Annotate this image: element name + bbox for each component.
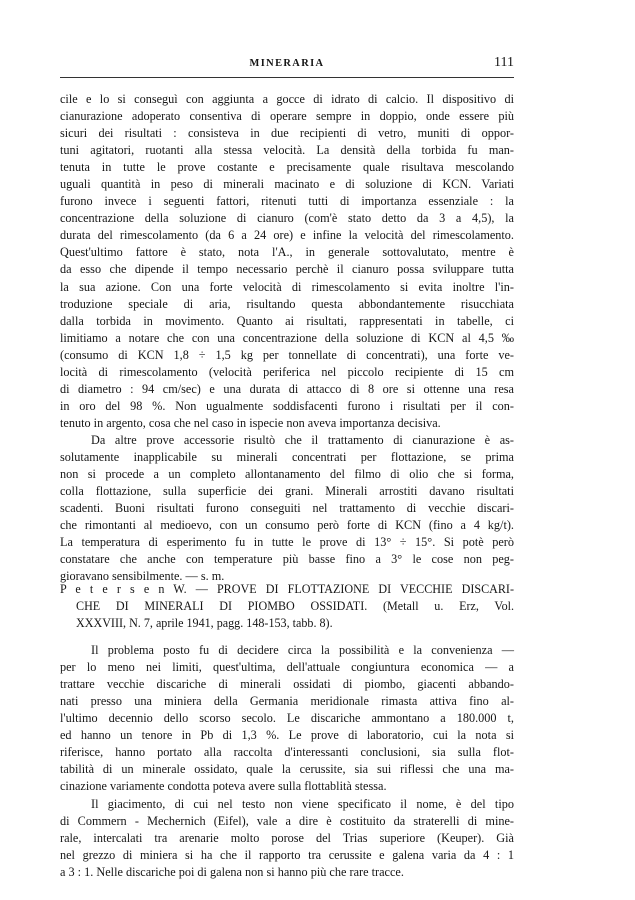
paragraph-deposit [60, 796, 514, 881]
paragraph-cyanidation-method [60, 91, 514, 432]
text-line: durata del rimescolamento (da 6 a 24 ore) e infine la velocità del rimescolamento. [60, 228, 514, 243]
text-line: solutamente inapplicabile su minerali concentrati per flottazione, se prima [60, 450, 514, 465]
text-line: di Commern - Mechernich (Eifel), vale a dire è costituito da straterelli di mine- [60, 814, 514, 829]
text-line: cianurazione adoperato consentiva di operare sempre in doppio, onde essere più [60, 109, 514, 124]
text-line: nati presso una miniera della Germania meridionale rimasta attiva fino al- [60, 694, 514, 709]
header-rule [60, 77, 514, 78]
text-line: uguali quantità in peso di minerali macinato e di soluzione di KCN. Variati [60, 177, 514, 192]
heading-line: XXXVIII, N. 7, aprile 1941, pagg. 148-153, tabb. 8). [76, 616, 333, 631]
text-line: nel grezzo di miniera si ha che il rapporto tra cerussite e galena varia da 4 : 1 [60, 848, 514, 863]
text-line: a 3 : 1. Nelle discariche poi di galena non si hanno più che rare tracce. [60, 865, 404, 880]
text-line: da esso che dipende il tempo necessario perchè il cianuro possa sviluppare tutta [60, 262, 514, 277]
text-line: di diametro : 94 cm/sec) e una durata di attacco di 8 ore si ottenne una resa [60, 381, 514, 396]
text-line: tenuta in tutte le prove costante e precisamente quale risultava mescolando [60, 160, 514, 175]
paragraph-problem [60, 642, 514, 795]
text-line: tuni agitatori, ruotanti alla stessa velocità. La densità della torbida fu man- [60, 143, 514, 158]
text-line: dalla torbida in movimento. Quanto ai risultati, rappresentati in tabelle, ci [60, 313, 514, 328]
text-line: riferisce, hanno portato alla raccolta d'interessanti conclusioni, sia sulla flot- [60, 745, 514, 760]
text-line: scadenti. Buoni risultati furono conseguiti nel trattamento di vecchie discari- [60, 501, 514, 516]
article-heading [60, 581, 514, 632]
text-line: sicuri dei risultati : consisteva in due recipienti di vetro, muniti di oppor- [60, 126, 514, 141]
paragraph-accessory-tests [60, 432, 514, 585]
text-line: gioravano sensibilmente. — s. m. [60, 569, 225, 584]
text-line: la sua azione. Con una forte velocità di rimescolamento si evita inoltre l'in- [60, 279, 514, 294]
running-header [60, 56, 514, 76]
text-line: trattare vecchie discariche di minerali ossidati di piombo, giacenti abbando- [60, 677, 514, 692]
text-line: (consumo di KCN 1,8 ÷ 1,5 kg per tonnellate di concentrati), una forte ve- [60, 347, 514, 362]
text-line: constatare che anche con temperature più basse fino a 3° le cose non peg- [60, 552, 514, 567]
text-line: limitiamo a notare che con una concentrazione della soluzione di KCN al 4,5 ‰ [60, 330, 514, 345]
text-line: concentrazione della soluzione di cianuro (com'è stato detto da 3 a 4,5), la [60, 211, 514, 226]
page-number: 111 [494, 55, 514, 70]
text-line: l'ultimo decennio dello scorso secolo. Le discariche ammontano a 180.000 t, [60, 711, 514, 726]
text-line: non si procede a un completo allontanamento del filmo di olio che si forma, [60, 467, 514, 482]
heading-line: CHE DI MINERALI DI PIOMBO OSSIDATI. (Metall u. Erz, Vol. [76, 599, 514, 614]
text-line: ed hanno un tenore in Pb di 1,3 %. Le prove di laboratorio, cui la nota si [60, 728, 514, 743]
text-line: tabilità di un minerale ossidato, quale la cerussite, sia sui riflessi che una ma- [60, 762, 514, 777]
heading-line: P e t e r s e n W. — PROVE DI FLOTTAZIONE DI VECCHIE DISCARI- [60, 582, 514, 596]
text-line: Il giacimento, di cui nel testo non viene specificato il nome, è del tipo [91, 797, 514, 811]
text-line: troduzione speciale di aria, risultando questa abbondantemente risucchiata [60, 296, 514, 311]
text-line: Quest'ultimo fattore è stato, nota l'A., in generale sottovalutato, mentre è [60, 245, 514, 260]
text-line: in oro del 98 %. Non ugualmente soddisfacenti furono i risultati per il con- [60, 398, 514, 413]
text-line: colla flottazione, sulla superficie dei grani. Minerali arrostiti davano risultati [60, 484, 514, 499]
text-line: che rimontanti al medioevo, con un consumo però forte di KCN (fino a 4 kg/t). [60, 518, 514, 533]
running-title: MINERARIA [249, 58, 325, 69]
text-line: per lo meno nei limiti, quest'ultima, dell'attuale congiuntura economica — a [60, 660, 514, 675]
text-line: rale, intercalati tra arenarie molto porose del Trias superiore (Keuper). Già [60, 831, 514, 846]
text-line: tenuto in argento, cosa che nel caso in ispecie non aveva importanza decisiva. [60, 415, 441, 430]
text-line: cile e lo si conseguì con aggiunta a gocce di idrato di calcio. Il dispositivo di [60, 92, 514, 106]
text-line: Da altre prove accessorie risultò che il trattamento di cianurazione è as- [91, 433, 514, 447]
text-line: locità di rimescolamento (velocità periferica nel piccolo recipiente di 15 cm [60, 364, 514, 379]
text-line: Il problema posto fu di decidere circa la possibilità e la convenienza — [91, 643, 514, 657]
text-line: furono invece i seguenti fattori, ritenuti tutti di importanza essenziale : la [60, 194, 514, 209]
text-line: La temperatura di esperimento fu in tutte le prove di 13° ÷ 15°. Si potè però [60, 535, 514, 550]
text-line: cinazione variamente condotta poteva avere sulla flottablità stessa. [60, 779, 387, 794]
